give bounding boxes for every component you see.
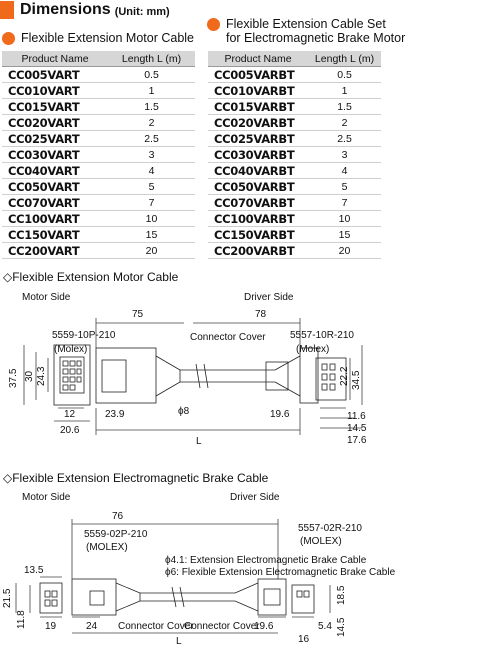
left-brake-connector-end-view (40, 583, 62, 613)
length-cell: 10 (108, 211, 195, 227)
right-brake-housing (264, 589, 280, 605)
product-name-cell: CC025VART (2, 131, 108, 147)
left-cover-taper (156, 356, 180, 396)
dim-16: 16 (298, 634, 310, 645)
motor-side-label-2: Motor Side (22, 492, 71, 503)
left-connector-housing (102, 360, 126, 392)
length-cell: 5 (108, 179, 195, 195)
table2-heading (207, 17, 405, 45)
header-bar-icon (0, 1, 14, 19)
left-brake-connector-model: 5559-02P-210 (84, 529, 148, 540)
table-row (2, 131, 195, 147)
dim-75: 75 (132, 309, 144, 320)
dim-11-6: 11.6 (347, 411, 366, 422)
connector-face (60, 357, 84, 393)
dim-20-6: 20.6 (60, 425, 80, 436)
dim-length-l-2: L (176, 636, 182, 647)
length-cell: 2.5 (108, 131, 195, 147)
table-row (2, 195, 195, 211)
table-row (208, 195, 381, 211)
product-name-cell: CC020VARBT (208, 115, 308, 131)
length-cell: 20 (308, 243, 381, 259)
length-cell: 2.5 (308, 131, 381, 147)
left-brake-connector-note: (MOLEX) (86, 542, 128, 553)
cable (180, 370, 275, 382)
unit-note: (Unit: mm) (114, 5, 170, 18)
length-cell: 0.5 (308, 67, 381, 83)
brake-cable-break-mark (172, 587, 184, 607)
left-brake-connector-pins (45, 591, 57, 606)
right-connector-housing (266, 362, 288, 390)
dim-30: 30 (24, 370, 35, 382)
column-header: Product Name (208, 51, 308, 67)
table-row (208, 147, 381, 163)
dim-17-6: 17.6 (347, 435, 367, 446)
table-row (208, 163, 381, 179)
dim-23-9: 23.9 (105, 409, 125, 420)
dim-11-8: 11.8 (16, 610, 27, 629)
brake-cable-drawing (0, 505, 496, 645)
dim-12: 12 (64, 409, 76, 420)
dim-length-l: L (196, 436, 202, 447)
orange-dot-icon (207, 18, 220, 31)
cable-break-mark (196, 364, 208, 388)
dim-76: 76 (112, 511, 124, 522)
product-name-cell: CC150VART (2, 227, 108, 243)
product-name-cell: CC050VART (2, 179, 108, 195)
column-header: Product Name (2, 51, 108, 67)
table-row (208, 211, 381, 227)
right-connector-pins (322, 364, 335, 390)
table-row (2, 227, 195, 243)
length-cell: 10 (308, 211, 381, 227)
right-brake-taper (235, 583, 258, 611)
right-brake-connector-note: (MOLEX) (300, 536, 342, 547)
right-connector-model: 5557-10R-210 (290, 330, 354, 341)
table-row (2, 243, 195, 259)
table2-title-line2: for Electromagnetic Brake Motor (226, 31, 406, 45)
dim-19: 19 (45, 621, 57, 632)
table-row (208, 83, 381, 99)
brake-cable (140, 593, 235, 601)
driver-side-label-2: Driver Side (230, 492, 280, 503)
length-cell: 3 (108, 147, 195, 163)
table-row (208, 99, 381, 115)
table-row (208, 179, 381, 195)
product-name-cell: CC005VARBT (208, 67, 308, 83)
dim-14-5: 14.5 (347, 423, 367, 434)
length-cell: 1.5 (108, 99, 195, 115)
product-name-cell: CC030VARBT (208, 147, 308, 163)
right-brake-connector-pins (297, 591, 309, 597)
length-cell: 3 (308, 147, 381, 163)
dim-19-6-b: 19.6 (254, 621, 274, 632)
brake-cable-note-1: ϕ4.1: Extension Electromagnetic Brake Cable (165, 555, 367, 566)
product-name-cell: CC020VART (2, 115, 108, 131)
right-brake-connector-end-view (292, 585, 314, 613)
driver-side-label: Driver Side (244, 292, 294, 303)
right-brake-connector-model: 5557-02R-210 (298, 523, 362, 534)
product-name-cell: CC040VART (2, 163, 108, 179)
left-connector-note: (Molex) (54, 344, 88, 355)
table-row (2, 211, 195, 227)
left-brake-connector-cover (72, 579, 116, 615)
product-name-cell: CC070VARBT (208, 195, 308, 211)
section-header (0, 0, 170, 20)
dim-24: 24 (86, 621, 98, 632)
product-name-cell: CC100VART (2, 211, 108, 227)
table-row (208, 115, 381, 131)
table-row (208, 131, 381, 147)
table-row (2, 163, 195, 179)
table-row (2, 67, 195, 83)
dim-19-6: 19.6 (270, 409, 290, 420)
product-name-cell: CC005VART (2, 67, 108, 83)
product-name-cell: CC070VART (2, 195, 108, 211)
table-row (2, 83, 195, 99)
length-cell: 7 (308, 195, 381, 211)
product-name-cell: CC200VARBT (208, 243, 308, 259)
table2-title-line1: Flexible Extension Cable Set (226, 17, 386, 31)
product-name-cell: CC150VARBT (208, 227, 308, 243)
length-cell: 4 (108, 163, 195, 179)
brake-cable-note-2: ϕ6: Flexible Extension Electromagnetic Brake Cable (165, 567, 396, 578)
product-name-cell: CC010VART (2, 83, 108, 99)
left-connector-model: 5559-10P-210 (52, 330, 116, 341)
table-row (2, 115, 195, 131)
table-row (208, 243, 381, 259)
dim-78: 78 (255, 309, 267, 320)
brake-cable-table (208, 51, 381, 259)
dim-24-3: 24.3 (36, 366, 47, 386)
length-cell: 2 (108, 115, 195, 131)
table1-heading (2, 31, 194, 45)
orange-dot-icon (2, 32, 15, 45)
dim-14-5-b: 14.5 (336, 617, 347, 637)
table-row (2, 179, 195, 195)
motor-cable-table (2, 51, 195, 259)
connector-cover-label-left: Connector Cover (118, 621, 194, 632)
dim-21-5: 21.5 (2, 588, 13, 608)
product-name-cell: CC030VART (2, 147, 108, 163)
length-cell: 15 (108, 227, 195, 243)
length-cell: 5 (308, 179, 381, 195)
product-name-cell: CC025VARBT (208, 131, 308, 147)
table-row (208, 67, 381, 83)
right-connector-cover (300, 348, 318, 403)
length-cell: 0.5 (108, 67, 195, 83)
column-header: Length L (m) (308, 51, 381, 67)
dim-5-4: 5.4 (318, 621, 332, 632)
dim-18-5: 18.5 (336, 585, 347, 605)
length-cell: 2 (308, 115, 381, 131)
dim-13-5: 13.5 (24, 565, 44, 576)
dim-22-2: 22.2 (339, 366, 350, 386)
table-row (208, 227, 381, 243)
column-header: Length L (m) (108, 51, 195, 67)
product-name-cell: CC050VARBT (208, 179, 308, 195)
product-name-cell: CC010VARBT (208, 83, 308, 99)
product-name-cell: CC100VARBT (208, 211, 308, 227)
drawing1-title: ◇Flexible Extension Motor Cable (3, 270, 179, 284)
motor-side-label: Motor Side (22, 292, 71, 303)
product-name-cell: CC015VARBT (208, 99, 308, 115)
connector-cover-label-right: Connector Cover (184, 621, 260, 632)
length-cell: 20 (108, 243, 195, 259)
connector-pins (63, 361, 81, 390)
product-name-cell: CC015VART (2, 99, 108, 115)
drawing2-title: ◇Flexible Extension Electromagnetic Brake Cable (3, 471, 269, 485)
length-cell: 4 (308, 163, 381, 179)
dim-34-5: 34.5 (351, 370, 362, 390)
length-cell: 1 (308, 83, 381, 99)
right-connector-note: (Molex) (296, 344, 330, 355)
left-brake-housing (90, 591, 104, 605)
table-row (2, 147, 195, 163)
length-cell: 1.5 (308, 99, 381, 115)
product-name-cell: CC040VARBT (208, 163, 308, 179)
dim-phi-8: ϕ8 (178, 406, 190, 417)
dim-37-5: 37.5 (8, 368, 19, 388)
table1-title: Flexible Extension Motor Cable (21, 31, 194, 45)
motor-cable-drawing (0, 300, 496, 460)
table-row (2, 99, 195, 115)
connector-cover-label: Connector Cover (190, 332, 266, 343)
page-title: Dimensions (20, 1, 111, 18)
length-cell: 7 (108, 195, 195, 211)
length-cell: 1 (108, 83, 195, 99)
right-brake-connector-cover (258, 579, 286, 615)
length-cell: 15 (308, 227, 381, 243)
left-brake-taper (116, 583, 140, 611)
product-name-cell: CC200VART (2, 243, 108, 259)
